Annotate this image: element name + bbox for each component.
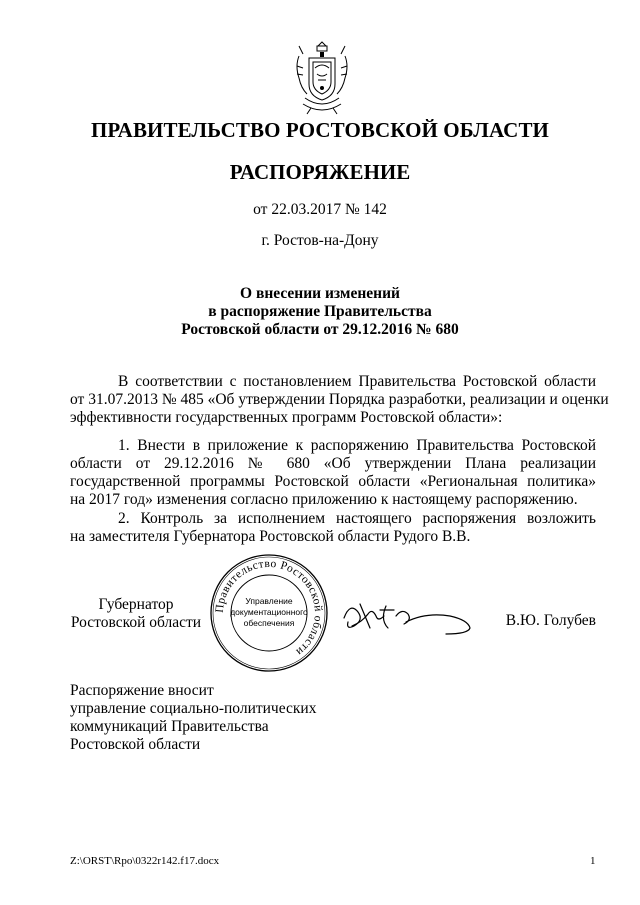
paragraph-line: В соответствии с постановлением Правительства Ростовской области — [118, 373, 596, 390]
paragraph-line: от 31.07.2013 № 485 «Об утверждении Порядка разработки, реализации и оценки — [70, 391, 609, 408]
document-date-number: от 22.03.2017 № 142 — [253, 201, 387, 218]
paragraph-line: государственной программы Ростовской области «Региональная политика» — [70, 473, 596, 490]
paragraph-line: эффективности государственных программ Ростовской области»: — [70, 409, 503, 426]
coat-of-arms-icon — [291, 38, 353, 118]
paragraph-line: области от 29.12.2016 № 680 «Об утверждении Плана реализации — [70, 455, 596, 472]
note-line: коммуникаций Правительства — [70, 718, 269, 735]
paragraph-line: 1. Внести в приложение к распоряжению Правительства Ростовской — [118, 437, 596, 454]
signatory-role-line: Ростовской области — [70, 614, 202, 631]
document-subject — [0, 285, 640, 339]
government-title: ПРАВИТЕЛЬСТВО РОСТОВСКОЙ ОБЛАСТИ — [91, 118, 549, 142]
preamble-paragraph — [70, 373, 609, 427]
footer-page-number: 1 — [590, 855, 596, 867]
subject-line: в распоряжение Правительства — [208, 303, 432, 320]
note-line: Ростовской области — [70, 736, 201, 753]
seal-ring-text: Правительство Ростовской области — [213, 557, 325, 658]
clause-1-paragraph — [70, 437, 596, 509]
handwritten-signature — [340, 596, 474, 640]
paragraph-line: на заместителя Губернатора Ростовской области Рудого В.В. — [70, 528, 471, 545]
seal-center-line: обеспечения — [243, 618, 295, 628]
official-seal — [208, 552, 330, 674]
signatory-role-line: Губернатор — [98, 596, 174, 613]
subject-line: О внесении изменений — [240, 285, 400, 302]
signatory-name: В.Ю. Голубев — [505, 612, 596, 629]
seal-center-line: документационного — [230, 607, 308, 617]
clause-2-paragraph — [70, 510, 596, 546]
document-city: г. Ростов-на-Дону — [261, 232, 379, 249]
paragraph-line: на 2017 год» изменения согласно приложению к настоящему распоряжению. — [70, 491, 578, 508]
note-line: управление социально-политических — [70, 700, 317, 717]
footer-file-path: Z:\ORST\Rpo\0322r142.f17.docx — [70, 855, 220, 867]
document-type: РАСПОРЯЖЕНИЕ — [229, 160, 411, 184]
seal-center-line: Управление — [245, 596, 293, 606]
submitted-by-note — [70, 682, 316, 754]
signatory-role — [70, 596, 202, 632]
note-line: Распоряжение вносит — [70, 682, 214, 699]
subject-line: Ростовской области от 29.12.2016 № 680 — [181, 321, 459, 338]
paragraph-line: 2. Контроль за исполнением настоящего распоряжения возложить — [118, 510, 596, 527]
